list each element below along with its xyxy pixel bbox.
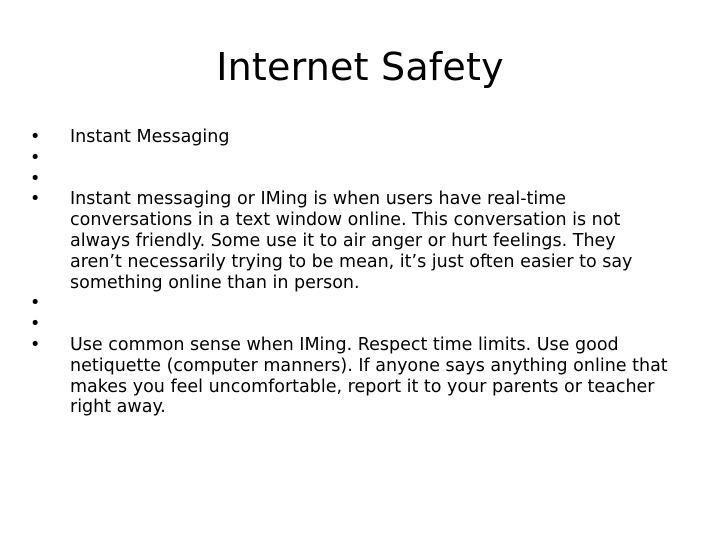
bullet-text [70, 148, 670, 169]
bullet-icon: • [30, 147, 41, 168]
slide-title: Internet Safety [216, 45, 504, 89]
bullet-item-instant-messaging [30, 127, 670, 148]
bullet-text [70, 169, 670, 190]
bullet-text [70, 314, 670, 335]
bullet-icon: • [30, 168, 41, 189]
bullet-text: Instant messaging or IMing is when users have real-time conversations in a text window online. This conversation is not always friendly. Some use it to air anger or hurt feelings. They aren’t necessarily trying to be mean, it’s just often easier to say something online than in person. [70, 189, 633, 293]
bullet-text: Instant Messaging [70, 127, 230, 147]
bullet-item-empty [30, 169, 670, 190]
bullet-item-empty [30, 314, 670, 335]
bullet-icon: • [30, 314, 41, 335]
bullet-icon: • [30, 293, 41, 314]
bullet-list [30, 127, 670, 418]
bullet-item-empty [30, 148, 670, 169]
bullet-icon: • [30, 189, 41, 210]
bullet-icon: • [30, 127, 41, 147]
bullet-item-common-sense [30, 335, 670, 418]
bullet-icon: • [30, 334, 41, 355]
bullet-text [70, 293, 670, 314]
bullet-text: Use common sense when IMing. Respect time limits. Use good netiquette (computer manners). If anyone says anything online that makes you feel uncomfortable, report it to your parents or teacher right away. [70, 334, 668, 418]
bullet-item-empty [30, 293, 670, 314]
bullet-item-im-definition [30, 189, 670, 293]
